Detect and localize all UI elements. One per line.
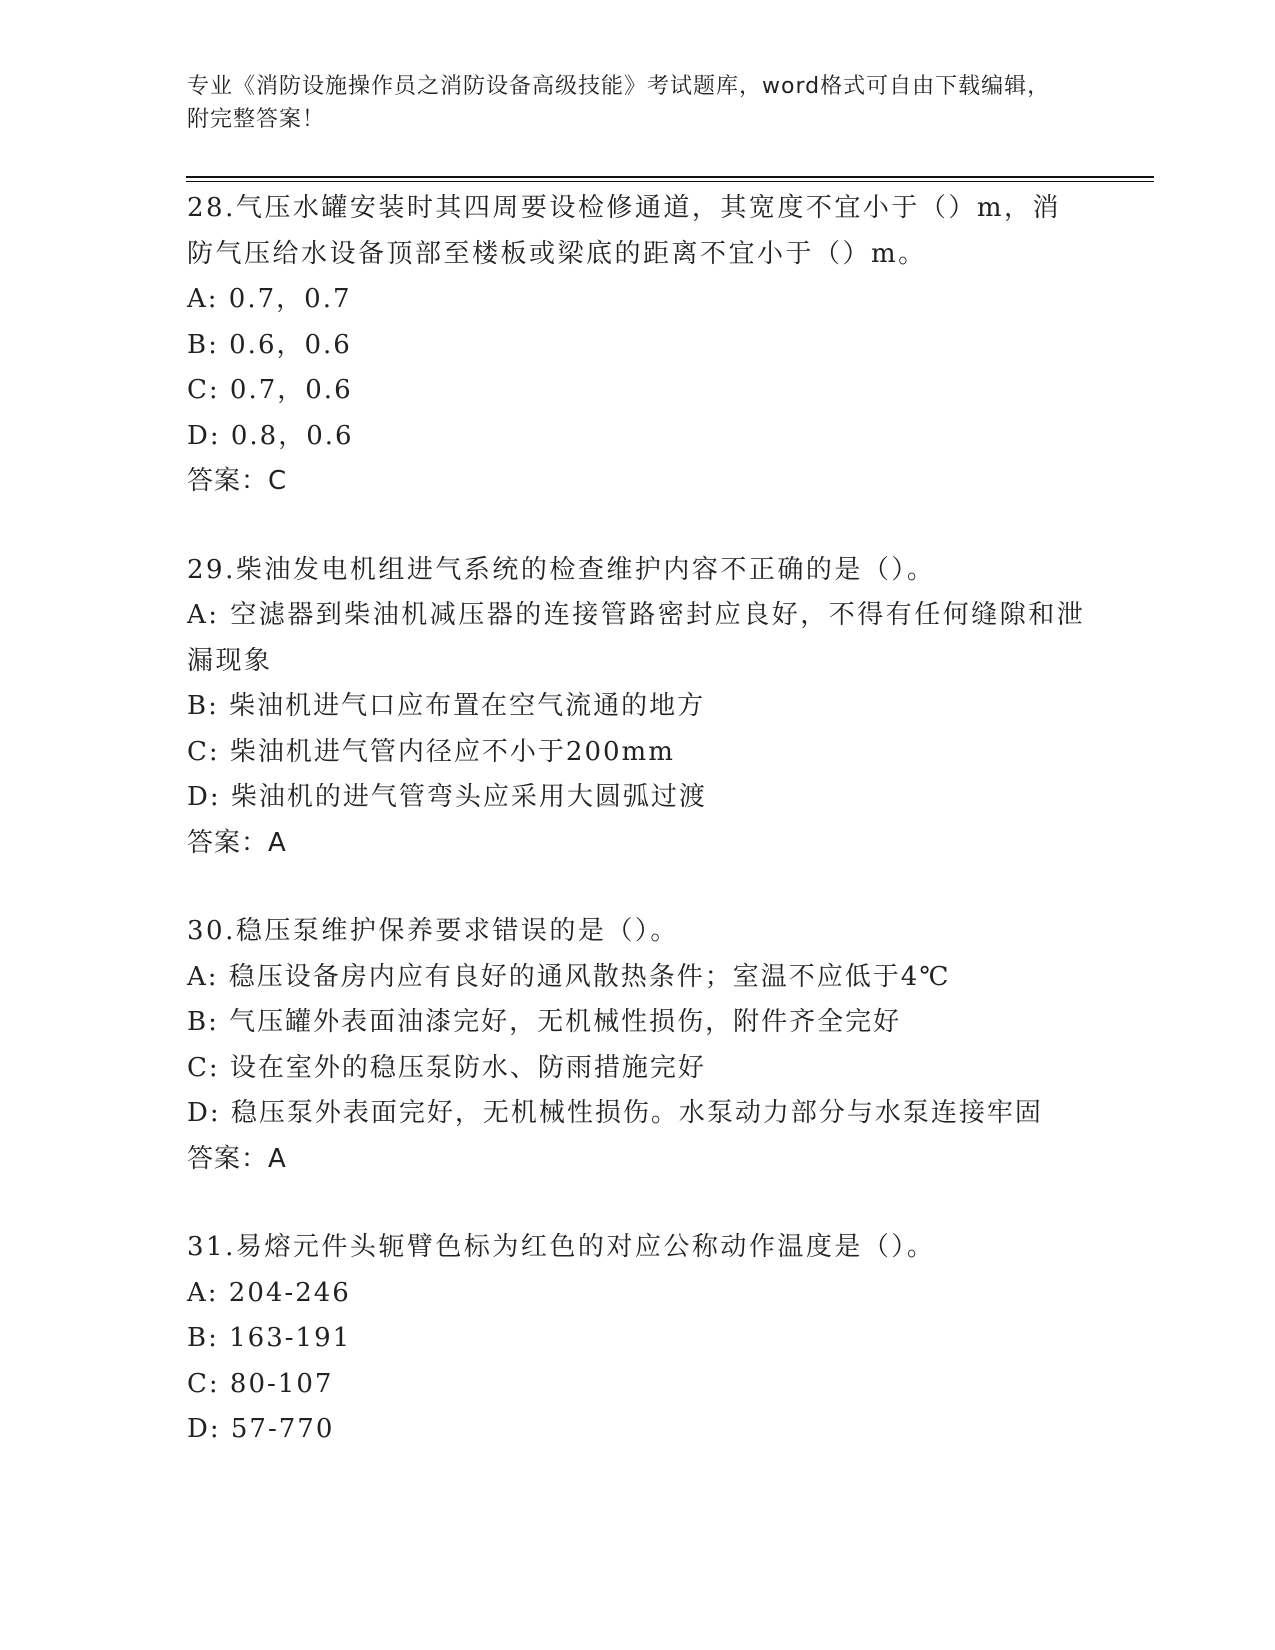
header-divider-thin: [186, 181, 1154, 182]
question-list: [187, 186, 1087, 1496]
header-divider-thick: [186, 176, 1154, 178]
option-b: B: 163-191: [187, 1323, 352, 1353]
option-a: A: 0.7，0.7: [187, 284, 352, 314]
option-c: C: 设在室外的稳压泵防水、防雨措施完好: [187, 1052, 706, 1083]
option-d: D: 柴油机的进气管弯头应采用大圆弧过渡: [187, 782, 707, 812]
answer-line: 答案：C: [187, 466, 288, 496]
question-stem: 28.气压水罐安装时其四周要设检修通道，其宽度不宜小于（）m，消防气压给水设备顶部至楼板或梁底的距离不宜小于（）m。: [187, 193, 1062, 269]
question-31: [187, 1225, 1087, 1453]
option-a: A: 空滤器到柴油机减压器的连接管路密封应良好，不得有任何缝隙和泄漏现象: [187, 600, 1086, 676]
option-d: D: 0.8，0.6: [187, 420, 354, 451]
question-29: [187, 548, 1087, 867]
option-d: D: 稳压泵外表面完好，无机械性损伤。水泵动力部分与水泵连接牢固: [187, 1098, 1043, 1128]
option-a: A: 204-246: [187, 1277, 351, 1308]
option-b: B: 0.6，0.6: [187, 329, 352, 360]
option-c: C: 0.7，0.6: [187, 375, 353, 405]
answer-line: 答案：A: [187, 827, 287, 858]
option-a: A: 稳压设备房内应有良好的通风散热条件；室温不应低于4℃: [187, 961, 951, 992]
question-28: [187, 186, 1087, 505]
document-header: 专业《消防设施操作员之消防设备高级技能》考试题库，word格式可自由下载编辑，附完整答案！: [187, 74, 1051, 132]
option-b: B: 柴油机进气口应布置在空气流通的地方: [187, 691, 706, 721]
question-stem: 30.稳压泵维护保养要求错误的是（）。: [187, 916, 679, 946]
option-d: D: 57-770: [187, 1414, 335, 1444]
option-c: C: 柴油机进气管内径应不小于200mm: [187, 736, 675, 767]
option-c: C: 80-107: [187, 1368, 334, 1399]
question-30: [187, 909, 1087, 1182]
answer-line: 答案：A: [187, 1143, 287, 1174]
question-stem: 31.易熔元件头轭臂色标为红色的对应公称动作温度是（）。: [187, 1232, 936, 1262]
option-b: B: 气压罐外表面油漆完好，无机械性损伤，附件齐全完好: [187, 1007, 902, 1037]
question-stem: 29.柴油发电机组进气系统的检查维护内容不正确的是（）。: [187, 554, 936, 585]
